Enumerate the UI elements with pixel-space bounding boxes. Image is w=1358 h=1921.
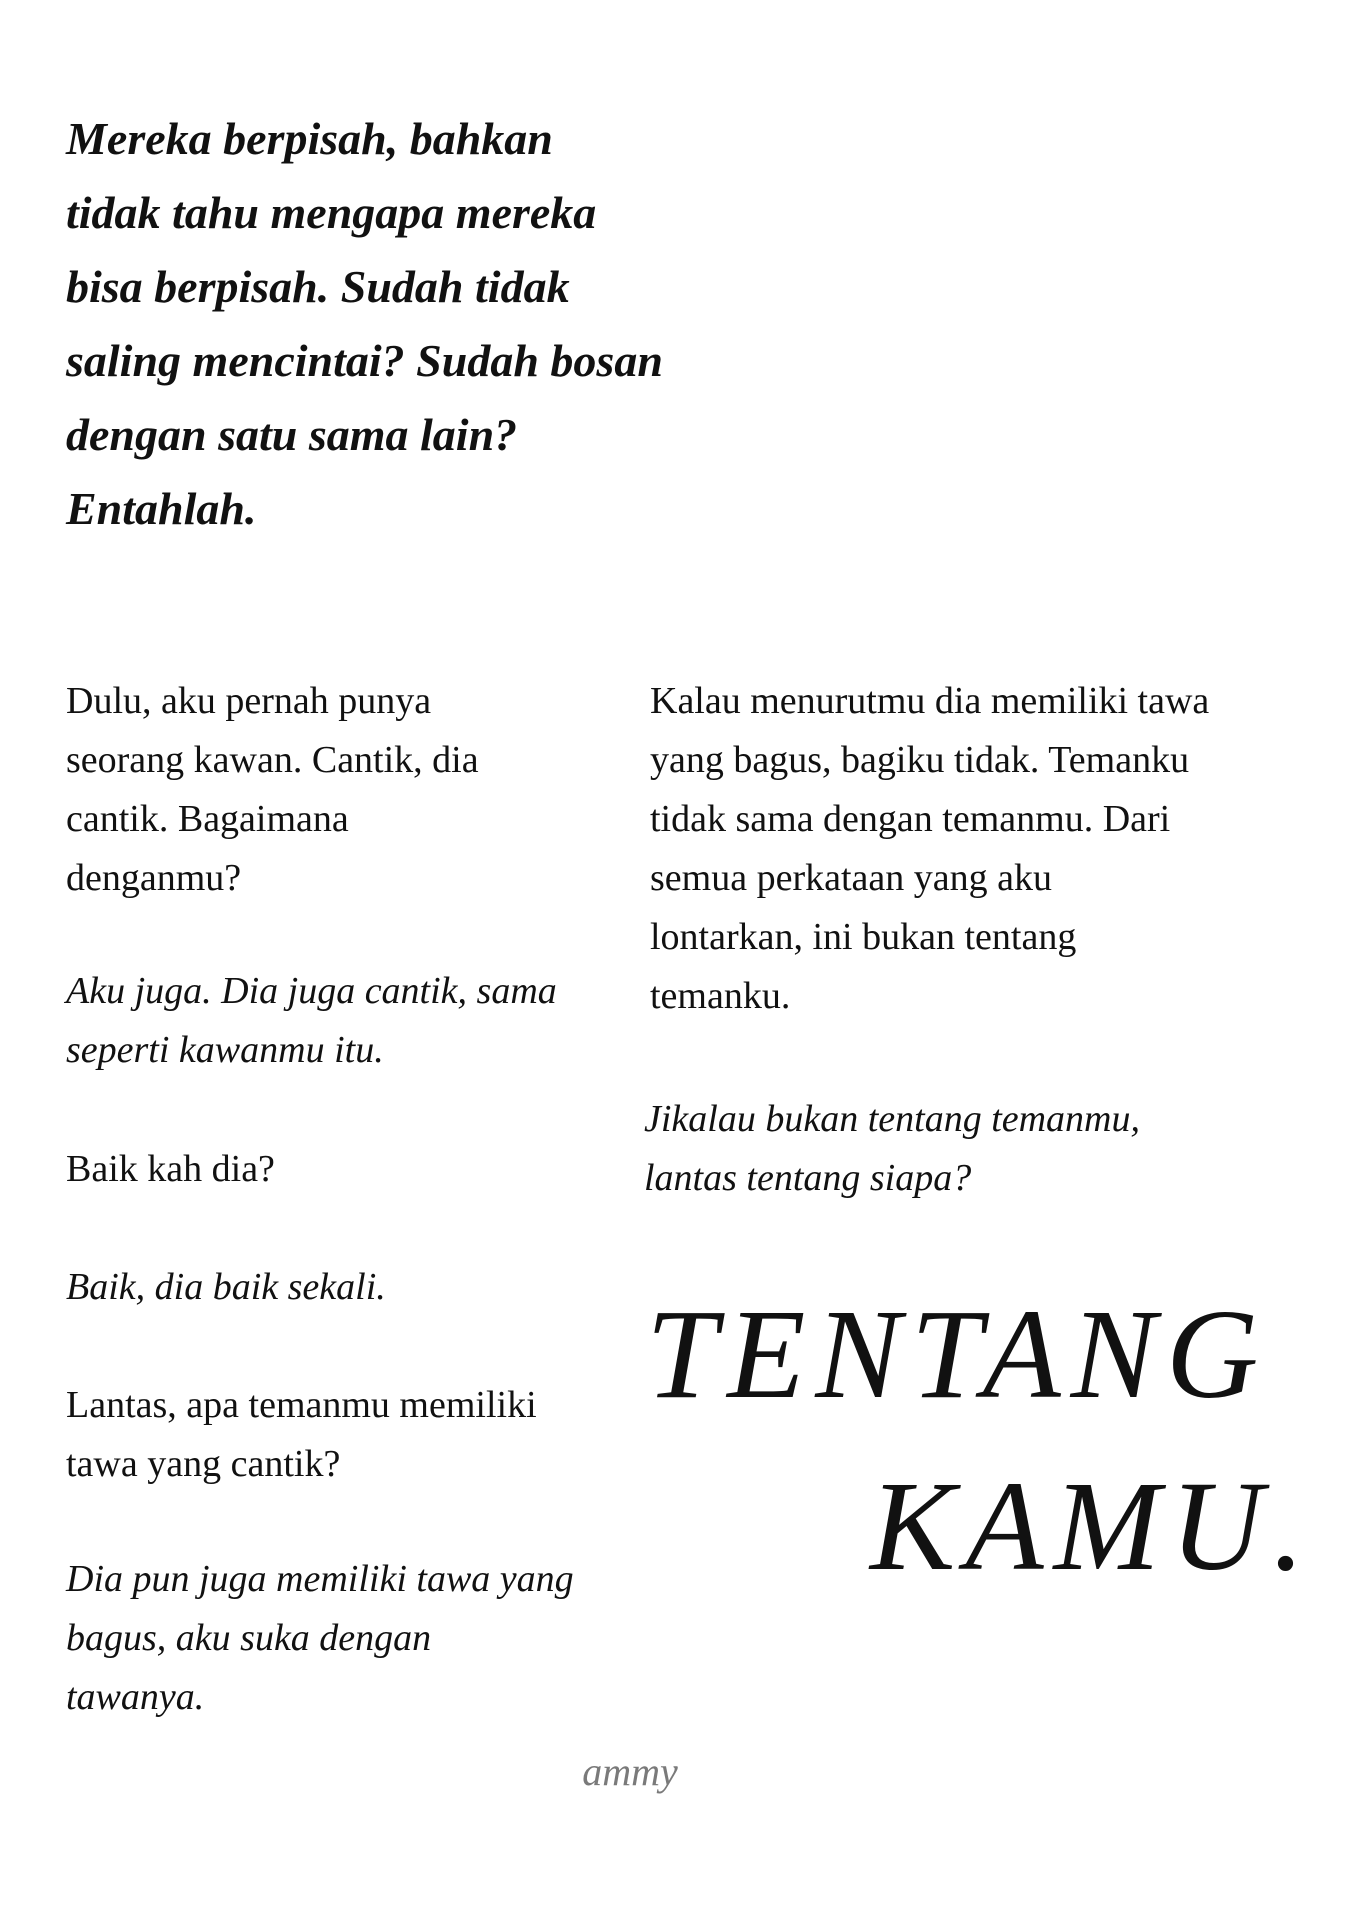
text-line: seorang kawan. Cantik, dia xyxy=(66,739,479,781)
intro-line: saling mencintai? Sudah bosan xyxy=(66,335,663,386)
text-line: Dulu, aku pernah punya xyxy=(66,680,432,722)
text-line: tidak sama dengan temanmu. Dari xyxy=(650,798,1171,840)
intro-paragraph xyxy=(66,102,786,546)
text-line: lantas tentang siapa? xyxy=(644,1157,972,1199)
left-dialogue-3 xyxy=(66,1140,275,1199)
intro-line: bisa berpisah. Sudah tidak xyxy=(66,261,570,312)
text-line: yang bagus, bagiku tidak. Temanku xyxy=(650,739,1190,781)
text-line: Lantas, apa temanmu memiliki xyxy=(66,1384,537,1426)
intro-line: Entahlah. xyxy=(66,483,257,534)
text-line: tawanya. xyxy=(66,1676,205,1718)
text-line: Baik kah dia? xyxy=(66,1148,275,1190)
text-line: Kalau menurutmu dia memiliki tawa xyxy=(650,680,1210,722)
text-line: Aku juga. Dia juga cantik, sama xyxy=(66,970,557,1012)
left-dialogue-1 xyxy=(66,672,479,908)
left-dialogue-5 xyxy=(66,1376,537,1494)
intro-line: tidak tahu mengapa mereka xyxy=(66,187,597,238)
text-line: Jikalau bukan tentang temanmu, xyxy=(644,1098,1141,1140)
author-signature: ammy xyxy=(582,1749,678,1794)
text-line: bagus, aku suka dengan xyxy=(66,1617,432,1659)
intro-line: Mereka berpisah, bahkan xyxy=(66,113,553,164)
intro-line: dengan satu sama lain? xyxy=(66,409,518,460)
text-line: seperti kawanmu itu. xyxy=(66,1029,384,1071)
headline-line-1: TENTANG xyxy=(646,1283,1269,1425)
text-line: tawa yang cantik? xyxy=(66,1443,341,1485)
text-line: cantik. Bagaimana xyxy=(66,798,349,840)
headline-line-2: KAMU. xyxy=(870,1455,1315,1597)
left-dialogue-4 xyxy=(66,1258,386,1317)
left-dialogue-6 xyxy=(66,1550,574,1727)
text-line: denganmu? xyxy=(66,857,242,899)
text-line: semua perkataan yang aku xyxy=(650,857,1052,899)
right-dialogue-1 xyxy=(650,672,1209,1026)
left-dialogue-2 xyxy=(66,962,557,1080)
text-line: Dia pun juga memiliki tawa yang xyxy=(66,1558,574,1600)
text-line: lontarkan, ini bukan tentang xyxy=(650,916,1077,958)
right-dialogue-2 xyxy=(644,1090,1140,1208)
text-line: Baik, dia baik sekali. xyxy=(66,1266,386,1308)
text-line: temanku. xyxy=(650,975,791,1017)
